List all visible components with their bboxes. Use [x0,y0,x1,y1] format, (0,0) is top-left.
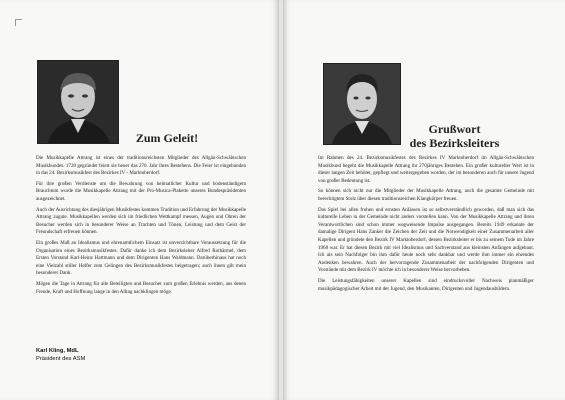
title-line-2: des Bezirksleiters [409,136,500,150]
portrait-illustration [38,61,118,143]
left-page [0,0,279,400]
portrait-illustration-right [324,64,400,144]
signature-role: Präsident des ASM [36,356,86,362]
portrait-photo-karl-kling [37,60,119,144]
page-title-grusswort [397,122,512,150]
right-body-text [318,155,534,296]
left-paragraph-5: Mögen die Tage in Attrang für alle Beteiligten und Besucher zum großen Erlebnis werden, aus denen Freude, Kraft und Hoffnung lange in den Alltag nachklingen möge. [36,280,246,295]
left-body-text [36,155,246,299]
page-title-zum-geleit: Zum Geleit! [135,131,199,145]
signature-block [36,347,196,363]
corner-mark [15,19,22,26]
right-paragraph-4: Die Leistungsfähigkeiten unserer Kapellen sind eindrucksvoller Nachweis planmäßiger musikpädagogischer Arbeit mit der Jugend, den Musikanten, Dirigenten und Jugendausbildern. [318,277,534,292]
left-paragraph-4: Ein großes Maß an Idealismus und ehrenamtlichem Einsatz ist unverzichtbare Voraussetzung für die Organisation eines Bezirksmusikfestes. Dafür danke ich dem Bezirksleiter Alfred Rothärmel, dem Ersten Vorstand Karl-Heinz Hartmann und dem Dirigenten Hans Waldmann. Darüberhinaus hat noch eine Vielzahl stiller Helfer zum Gelingen des Bezirksmusikfestes beigetragen; auch ihnen gilt mein besonderer Dank. [36,239,246,277]
right-page [283,0,565,400]
right-paragraph-3: Das Spiel bei allen frohen und ernsten Anlässen ist so selbstverständlich geworden, daß man sich das kulturelle Leben in der Gemeinde nicht anders vorstellen kann. Von der Musikkapelle Attrang und ihren Verantwortlichen sind schon immer wegweisende Impulse ausgegangen. Bereits 1949 erkannte der damalige Dirigent Hans Zanker die Zeichen der Zeit und die Notwendigkeit einer Zusammenarbeit aller Kapellen und gründete den Bezirk IV Marktoberdorf, dessen Bezirksleiter er bis zu seinem Tode im Jahre 1968 war. Er hat diesen Bezirk mit viel Idealismus und Sachverstand aus kleinsten Anfängen aufgebaut. Ich als sein Nachfolger bin ihm dafür heute noch sehr dankbar und werde ihm immer ein ehrendes Andenken bewahren. Auch der hervorragende Zusammenarbeit der nachfolgenden Dirigenten und Vorstände mit dem Bezirk IV möchte ich in besonderer Weise hervorheben. [318,206,534,274]
title-line-1: Grußwort [428,122,481,136]
left-paragraph-2: Für ihre großen Verdienste um die Bewahrung von heimatlicher Kultur und bodenständigem Brauchtum wurde die Musikkapelle Attrang mit der Pro-Musica-Plakette unseres Bundespräsidenten ausgezeichnet. [36,180,246,202]
signature-name: Karl Kling, MdL [36,348,79,354]
right-paragraph-2: So können sich nicht nur die Mitglieder der Musikkapelle Attrang, auch die gesamte Gemeinde mit berechtigtem Stolz über diesen traditionsreichen Klangkörper freuen. [318,188,534,202]
portrait-photo-bezirksleiter [323,63,401,145]
left-paragraph-1: Die Musikkapelle Attrang ist eines der traditionsreichsten Mitglieder des Allgäu-Schwäbischen Musikbundes. 1720 gegründet feiert sie heuer das 270. Jahr ihres Bestehens. Die Feier ist eingebunden in das 24. Bezirksmusikfest des Bezirkes IV - Marktoberdorf. [36,155,246,177]
left-paragraph-3: Auch der Ausrichtung des diesjährigen Musikfestes kommen Tradition und Erfahrung der Musikkapelle Attrang zugute. Musikkapellen werden sich im friedlichen Wettkampf messen, Augen und Ohren der Besucher werden sich in besonderer Weise an Trachten und Tönen, Leistung und dem Geist der Freundschaft erfreuen können. [36,206,246,236]
right-paragraph-1: Im Rahmen des 24. Bezirksmusikfestes des Bezirkes IV Marktoberdorf im Allgäu-Schwäbischen Musikbund begeht die Musikkapelle Attrang ihr 270jähriges Bestehen. Ein großer kultureller Wert ist in dieser langen Zeit behütet, gepflegt und weitergegeben worden, der im besonderen auch für unsere Jugend von großer Bedeutung ist. [318,155,534,184]
